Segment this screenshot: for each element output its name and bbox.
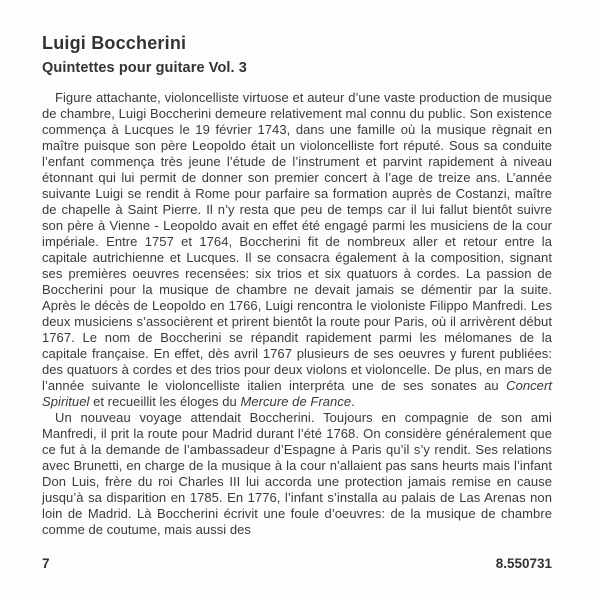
text-run: Figure attachante, violoncelliste virtuose et auteur d’une vaste production de musique de chambre, Luigi Boccherini demeure relativement mal connu du public. Son existence commença à Lucques le 19 février 1743, dans une famille où la musique règnait en maître puisque son père Leopoldo était un violoncelliste fort réputé. Sous sa conduite l’enfant commença très jeune l’étude de l’instrument et parvint rapidement à niveau étonnant qui lui permit de donner son premier concert à l’age de treize ans. L’année suivante Luigi se rendit à Rome pour parfaire sa formation auprès de Costanzi, maître de chapelle à Saint Pierre. Il n’y resta que peu de temps car il lui fallut bientôt suivre son père à Vienne - Leopoldo avait en effet été engagé parmi les musiciens de la cour impériale. Entre 1757 et 1764, Boccherini fit de nombreux aller et retour entre la capitale autrichienne et Lucques. Il se consacra également à la composition, signant ses premières oeuvres recensées: six trios et six quatuors à cordes. La passion de Boccherini pour la musique de chambre ne devait jamais se démentir par la suite. Après le décès de Leopoldo en 1766, Luigi rencontra le violoniste Filippo Manfredi. Les deux musiciens s’associèrent et prirent bientôt la route pour Paris, où il arrivèrent début 1767. Le nom de Boccherini se répandit rapidement parmi les mélomanes de la capitale française. En effet, dès avril 1767 plusieurs de ses oeuvres y furent publiées: des quatuors à cordes et des trios pour deux violons et violoncelle. De plus, en mars de l’année suivante le violoncelliste italien interpréta une de ses sonates au [42, 89, 552, 393]
page-footer [42, 556, 552, 571]
liner-notes-text [42, 90, 552, 538]
text-run: . [351, 393, 355, 409]
italic-text-run: Concert Spirituel [42, 377, 552, 409]
paragraph [42, 90, 552, 410]
text-run: et recueillit les éloges du [89, 393, 241, 409]
italic-text-run: Mercure de France [240, 393, 352, 409]
page-subtitle: Quintettes pour guitare Vol. 3 [42, 59, 247, 76]
text-run: Un nouveau voyage attendait Boccherini. Toujours en compagnie de son ami Manfredi, il prit la route pour Madrid durant l’été 1768. On considère généralement que ce fut à la demande de l’ambassadeur d’Espagne à Paris qu’il s’y rendit. Ses relations avec Brunetti, en charge de la musique à la cour n’allaient pas sans heurts mais l’infant Don Luis, frère du roi Charles III lui accorda une protection jamais remise en cause jusqu’à sa disparition en 1785. En 1776, l’infant s’installa au palais de Las Arenas non loin de Madrid. Là Boccherini écrivit une foule d’oeuvres: de la musique de chambre comme de coutume, mais aussi des [42, 409, 552, 537]
page-number: 7 [42, 556, 50, 571]
page-title: Luigi Boccherini [42, 33, 187, 53]
paragraph [42, 410, 552, 538]
catalog-number: 8.550731 [495, 556, 552, 571]
